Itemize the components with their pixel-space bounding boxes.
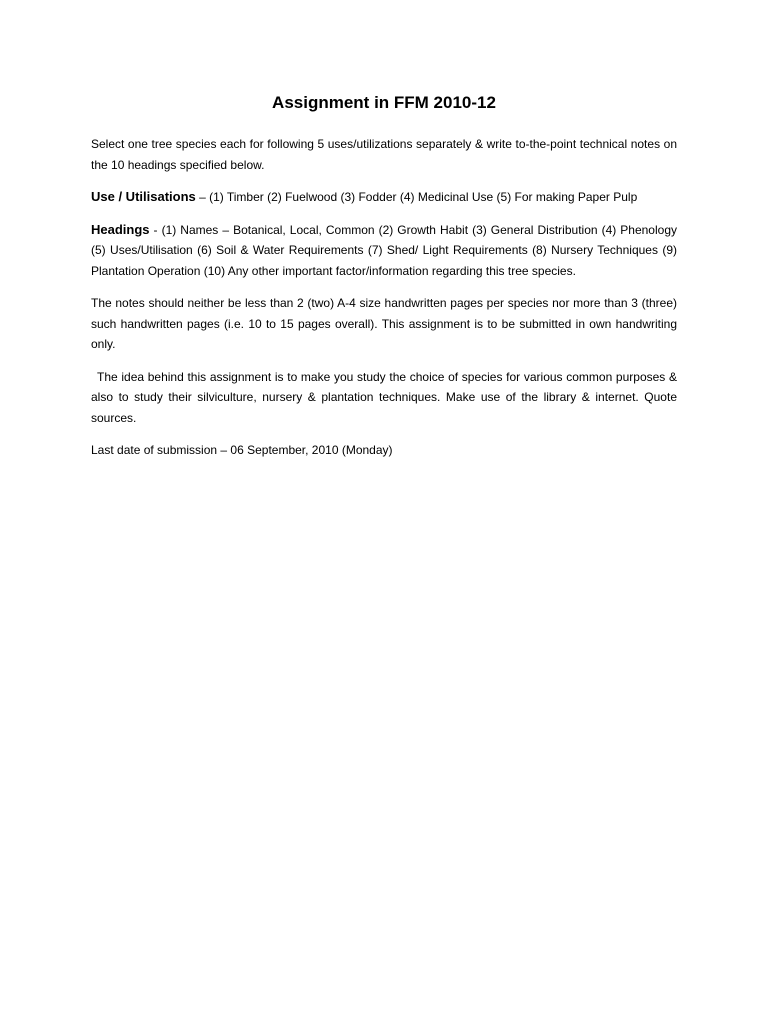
uses-paragraph xyxy=(91,187,677,208)
uses-text: – (1) Timber (2) Fuelwood (3) Fodder (4) Medicinal Use (5) For making Paper Pulp xyxy=(195,190,638,204)
notes-paragraph: The notes should neither be less than 2 (two) A-4 size handwritten pages per species nor more than 3 (three) such handwritten pages (i.e. 10 to 15 pages overall). This assignment is to be submitted in own handwriting only. xyxy=(91,296,677,351)
deadline-paragraph: Last date of submission – 06 September, 2010 (Monday) xyxy=(91,443,393,457)
idea-paragraph: The idea behind this assignment is to make you study the choice of species for various common purposes & also to study their silviculture, nursery & plantation techniques. Make use of the library & internet. Quote sources. xyxy=(91,369,677,425)
document-title: Assignment in FFM 2010-12 xyxy=(272,93,496,112)
headings-paragraph xyxy=(91,220,677,282)
uses-label: Use / Utilisations xyxy=(91,189,196,204)
document-page xyxy=(91,92,677,473)
headings-label: Headings xyxy=(91,221,150,237)
intro-paragraph: Select one tree species each for following 5 uses/utilizations separately & write to-the-point technical notes on the 10 headings specified below. xyxy=(91,137,677,172)
headings-text: - (1) Names – Botanical, Local, Common (2) Growth Habit (3) General Distribution (4) Phenology (5) Uses/Utilisation (6) Soil & Water Requirements (7) Shed/ Light Requirements (8) Nursery Techniques (9) Plantation Operation (10) Any other important factor/information regarding this tree species. xyxy=(91,222,677,278)
